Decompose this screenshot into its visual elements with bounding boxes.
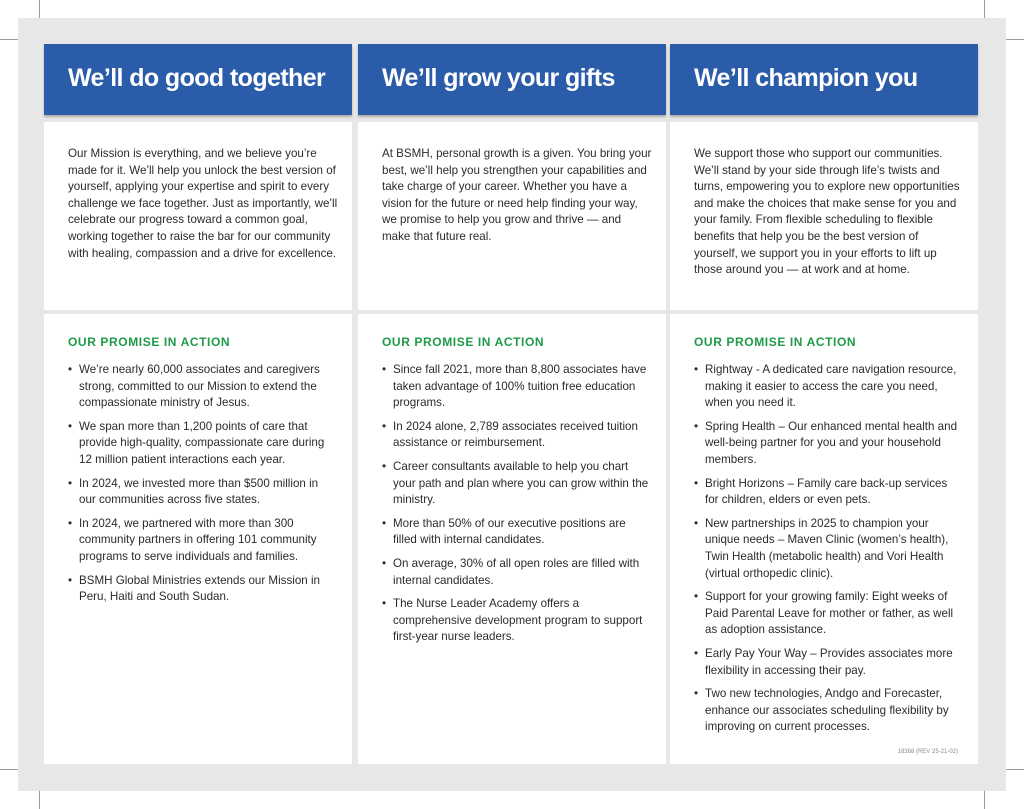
list-item: • In 2024, we invested more than $500 million in our communities across five states. — [68, 476, 319, 507]
column-title: We’ll champion you — [694, 64, 918, 92]
list-item-text: Support for your growing family: Eight weeks of Paid Parental Leave for mother or father, as well as adoption assistance. — [705, 590, 954, 637]
list-item-text: In 2024, we partnered with more than 300 community partners in offering 101 community programs to serve individuals and families. — [79, 516, 317, 563]
intro-panel — [44, 122, 352, 310]
column-header — [358, 44, 666, 115]
promise-heading: OUR PROMISE IN ACTION — [382, 335, 545, 349]
list-item-text: Early Pay Your Way – Provides associates more flexibility in accessing their pay. — [705, 646, 953, 677]
column-title: We’ll grow your gifts — [382, 64, 615, 92]
list-item: • On average, 30% of all open roles are filled with internal candidates. — [382, 556, 640, 587]
list-item: • We span more than 1,200 points of care that provide high-quality, compassionate care during 12 million patient interactions each year. — [68, 419, 325, 466]
intro-text: Our Mission is everything, and we believe you’re made for it. We’ll help you unlock the best version of yourself, applying your expertise and spirit to every challenge we face together. Just as importantly, we’ll celebrate our progress toward a common goal, working together to raise the bar for our community with healing, compassion and a drive for excellence. — [68, 147, 338, 260]
list-item: • In 2024, we partnered with more than 300 community partners in offering 101 community programs to serve individuals and families. — [68, 516, 317, 563]
document-code: 18368 (REV 25-21-02) — [897, 749, 958, 755]
list-item: • Career consultants available to help you chart your path and plan where you can grow within the ministry. — [382, 459, 649, 507]
list-item-text: In 2024, we invested more than $500 million in our communities across five states. — [79, 476, 319, 507]
list-item-text: We span more than 1,200 points of care that provide high-quality, compassionate care during 12 million patient interactions each year. — [79, 419, 325, 466]
intro-text: We support those who support our communities. We’ll stand by your side through life’s twists and turns, empowering you to explore new opportunities and make the choices that make sense for you and your family. From flexible scheduling to flexible benefits that help you be the best version of yourself, we support you in your efforts to lift up those around you — at work and at home. — [694, 147, 960, 277]
list-item: • The Nurse Leader Academy offers a comprehensive development program to support first-year nurse leaders. — [382, 597, 643, 644]
list-item: • Spring Health – Our enhanced mental health and well-being partner for you and your household members. — [694, 419, 958, 466]
list-item: • We’re nearly 60,000 associates and caregivers strong, committed to our Mission to extend the compassionate ministry of Jesus. — [68, 363, 320, 410]
intro-panel — [670, 122, 978, 310]
intro-text: At BSMH, personal growth is a given. You bring your best, we’ll help you strengthen your capabilities and take charge of your career. Whether you have a vision for the future or need help finding your way, we promise to help you grow and thrive — and make that future real. — [382, 147, 652, 243]
page-sheet — [18, 18, 1006, 791]
list-item-text: On average, 30% of all open roles are filled with internal candidates. — [393, 556, 640, 587]
list-item-text: In 2024 alone, 2,789 associates received tuition assistance or reimbursement. — [393, 419, 638, 450]
list-item-text: More than 50% of our executive positions are filled with internal candidates. — [393, 516, 626, 547]
list-item: • Early Pay Your Way – Provides associates more flexibility in accessing their pay. — [694, 646, 953, 677]
promise-panel — [358, 314, 666, 764]
column-header — [670, 44, 978, 115]
list-item: • Bright Horizons – Family care back-up services for children, elders or even pets. — [694, 476, 948, 507]
list-item-text: Bright Horizons – Family care back-up services for children, elders or even pets. — [705, 476, 948, 507]
list-item-text: The Nurse Leader Academy offers a comprehensive development program to support first-year nurse leaders. — [393, 597, 643, 644]
list-item: • In 2024 alone, 2,789 associates received tuition assistance or reimbursement. — [382, 419, 638, 450]
list-item: • New partnerships in 2025 to champion your unique needs – Maven Clinic (women’s health), Twin Health (metabolic health) and Vori Health (virtual orthopedic clinic). — [694, 516, 949, 580]
list-item: • Since fall 2021, more than 8,800 associates have taken advantage of 100% tuition free education programs. — [382, 363, 647, 410]
list-item-text: Career consultants available to help you chart your path and plan where you can grow within the ministry. — [393, 459, 649, 507]
promise-list — [382, 362, 650, 653]
list-item: • BSMH Global Ministries extends our Mission in Peru, Haiti and South Sudan. — [68, 573, 320, 604]
column-title: We’ll do good together — [68, 64, 326, 92]
list-item-text: We’re nearly 60,000 associates and caregivers strong, committed to our Mission to extend the compassionate ministry of Jesus. — [79, 363, 320, 410]
list-item-text: Rightway - A dedicated care navigation resource, making it easier to access the care you need, when you need it. — [705, 363, 957, 410]
promise-panel — [44, 314, 352, 764]
intro-panel — [358, 122, 666, 310]
promise-panel — [670, 314, 978, 764]
list-item: • Rightway - A dedicated care navigation resource, making it easier to access the care you need, when you need it. — [694, 363, 957, 410]
list-item: • Support for your growing family: Eight weeks of Paid Parental Leave for mother or father, as well as adoption assistance. — [694, 590, 954, 637]
promise-heading: OUR PROMISE IN ACTION — [694, 335, 857, 349]
list-item: • Two new technologies, Andgo and Forecaster, enhance our associates scheduling flexibility by improving on current processes. — [694, 687, 949, 734]
list-item-text: New partnerships in 2025 to champion your unique needs – Maven Clinic (women’s health), Twin Health (metabolic health) and Vori Health (virtual orthopedic clinic). — [705, 516, 949, 580]
list-item: • More than 50% of our executive positions are filled with internal candidates. — [382, 516, 626, 547]
list-item-text: Since fall 2021, more than 8,800 associates have taken advantage of 100% tuition free education programs. — [393, 363, 647, 410]
promise-list — [694, 362, 962, 743]
list-item-text: Spring Health – Our enhanced mental health and well-being partner for you and your household members. — [705, 419, 958, 466]
promise-list — [68, 362, 336, 613]
promise-heading: OUR PROMISE IN ACTION — [68, 335, 231, 349]
list-item-text: BSMH Global Ministries extends our Mission in Peru, Haiti and South Sudan. — [79, 573, 320, 604]
list-item-text: Two new technologies, Andgo and Forecaster, enhance our associates scheduling flexibility by improving on current processes. — [705, 687, 949, 734]
column-header — [44, 44, 352, 115]
